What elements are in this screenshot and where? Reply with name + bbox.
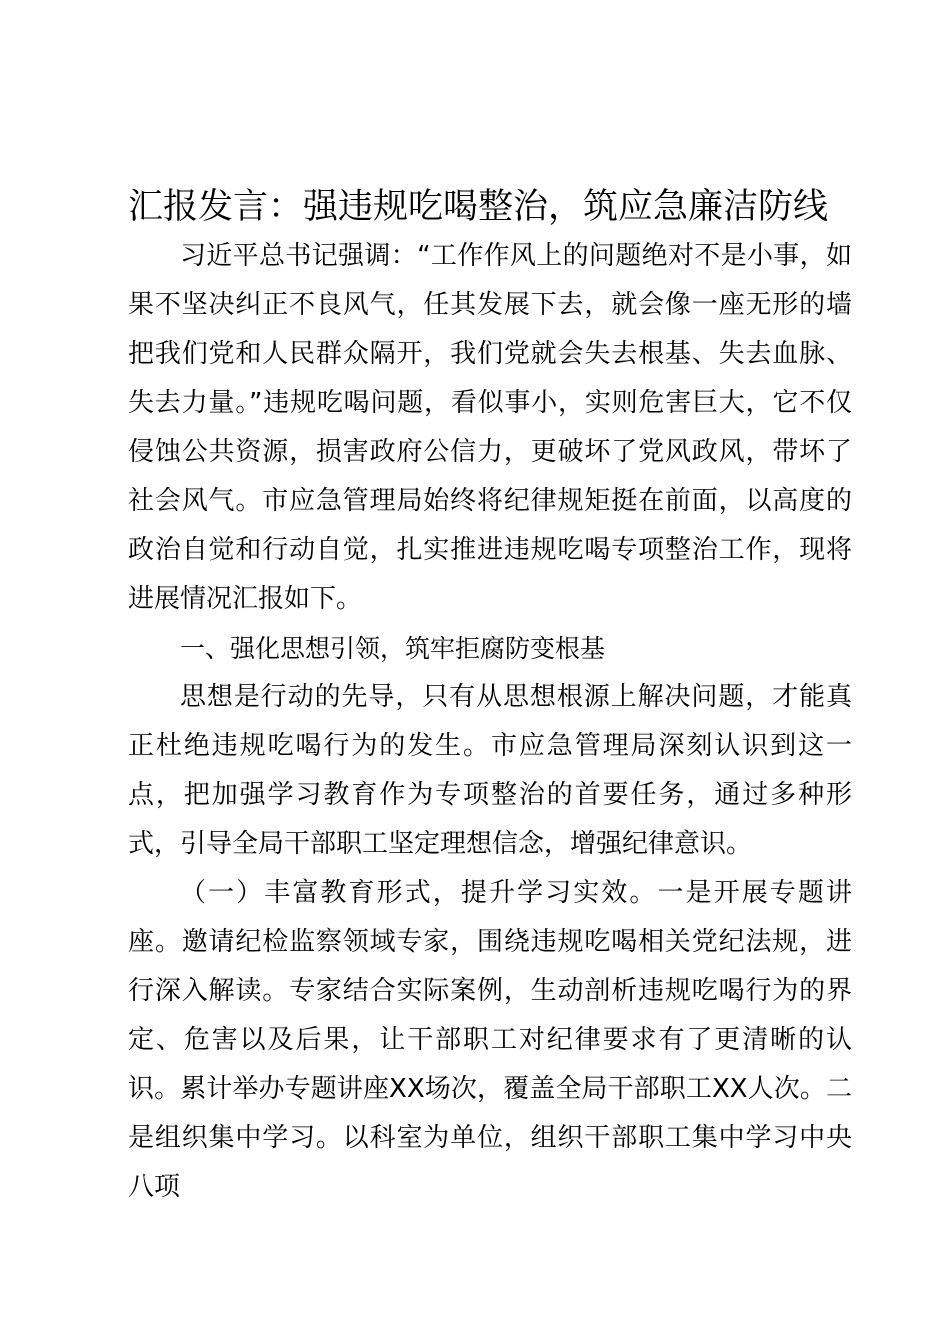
document-title: 汇报发言：强违规吃喝整治，筑应急廉洁防线 [128,187,829,227]
paragraph-section-intro: 思想是行动的先导，只有从思想根源上解决问题，才能真正杜绝违规吃喝行为的发生。市应急管理局深刻认识到这一点，把加强学习教育作为专项整治的首要任务，通过多种形式，引导全局干部职工坚定理想信念，增强纪律意识。 [128,682,852,859]
section-heading: 一、强化思想引领，筑牢拒腐防变根基 [180,634,606,663]
paragraph-subsection-1: （一）丰富教育形式，提升学习实效。一是开展专题讲座。邀请纪检监察领域专家，围绕违规吃喝相关党纪法规，进行深入解读。专家结合实际案例，生动剖析违规吃喝行为的界定、危害以及后果，让干部职工对纪律要求有了更清晰的认识。累计举办专题讲座XX场次，覆盖全局干部职工XX人次。二是组织集中学习。以科室为单位，组织干部职工集中学习中央八项 [128,878,852,1202]
paragraph-intro: 习近平总书记强调：“工作作风上的问题绝对不是小事，如果不坚决纠正不良风气，任其发展下去，就会像一座无形的墙把我们党和人民群众隔开，我们党就会失去根基、失去血脉、失去力量。”违规吃喝问题，看似事小，实则危害巨大，它不仅侵蚀公共资源，损害政府公信力，更破坏了党风政风，带坏了社会风气。市应急管理局始终将纪律规矩挺在前面，以高度的政治自觉和行动自觉，扎实推进违规吃喝专项整治工作，现将进展情况汇报如下。 [128,241,852,614]
document-body [128,232,852,1212]
